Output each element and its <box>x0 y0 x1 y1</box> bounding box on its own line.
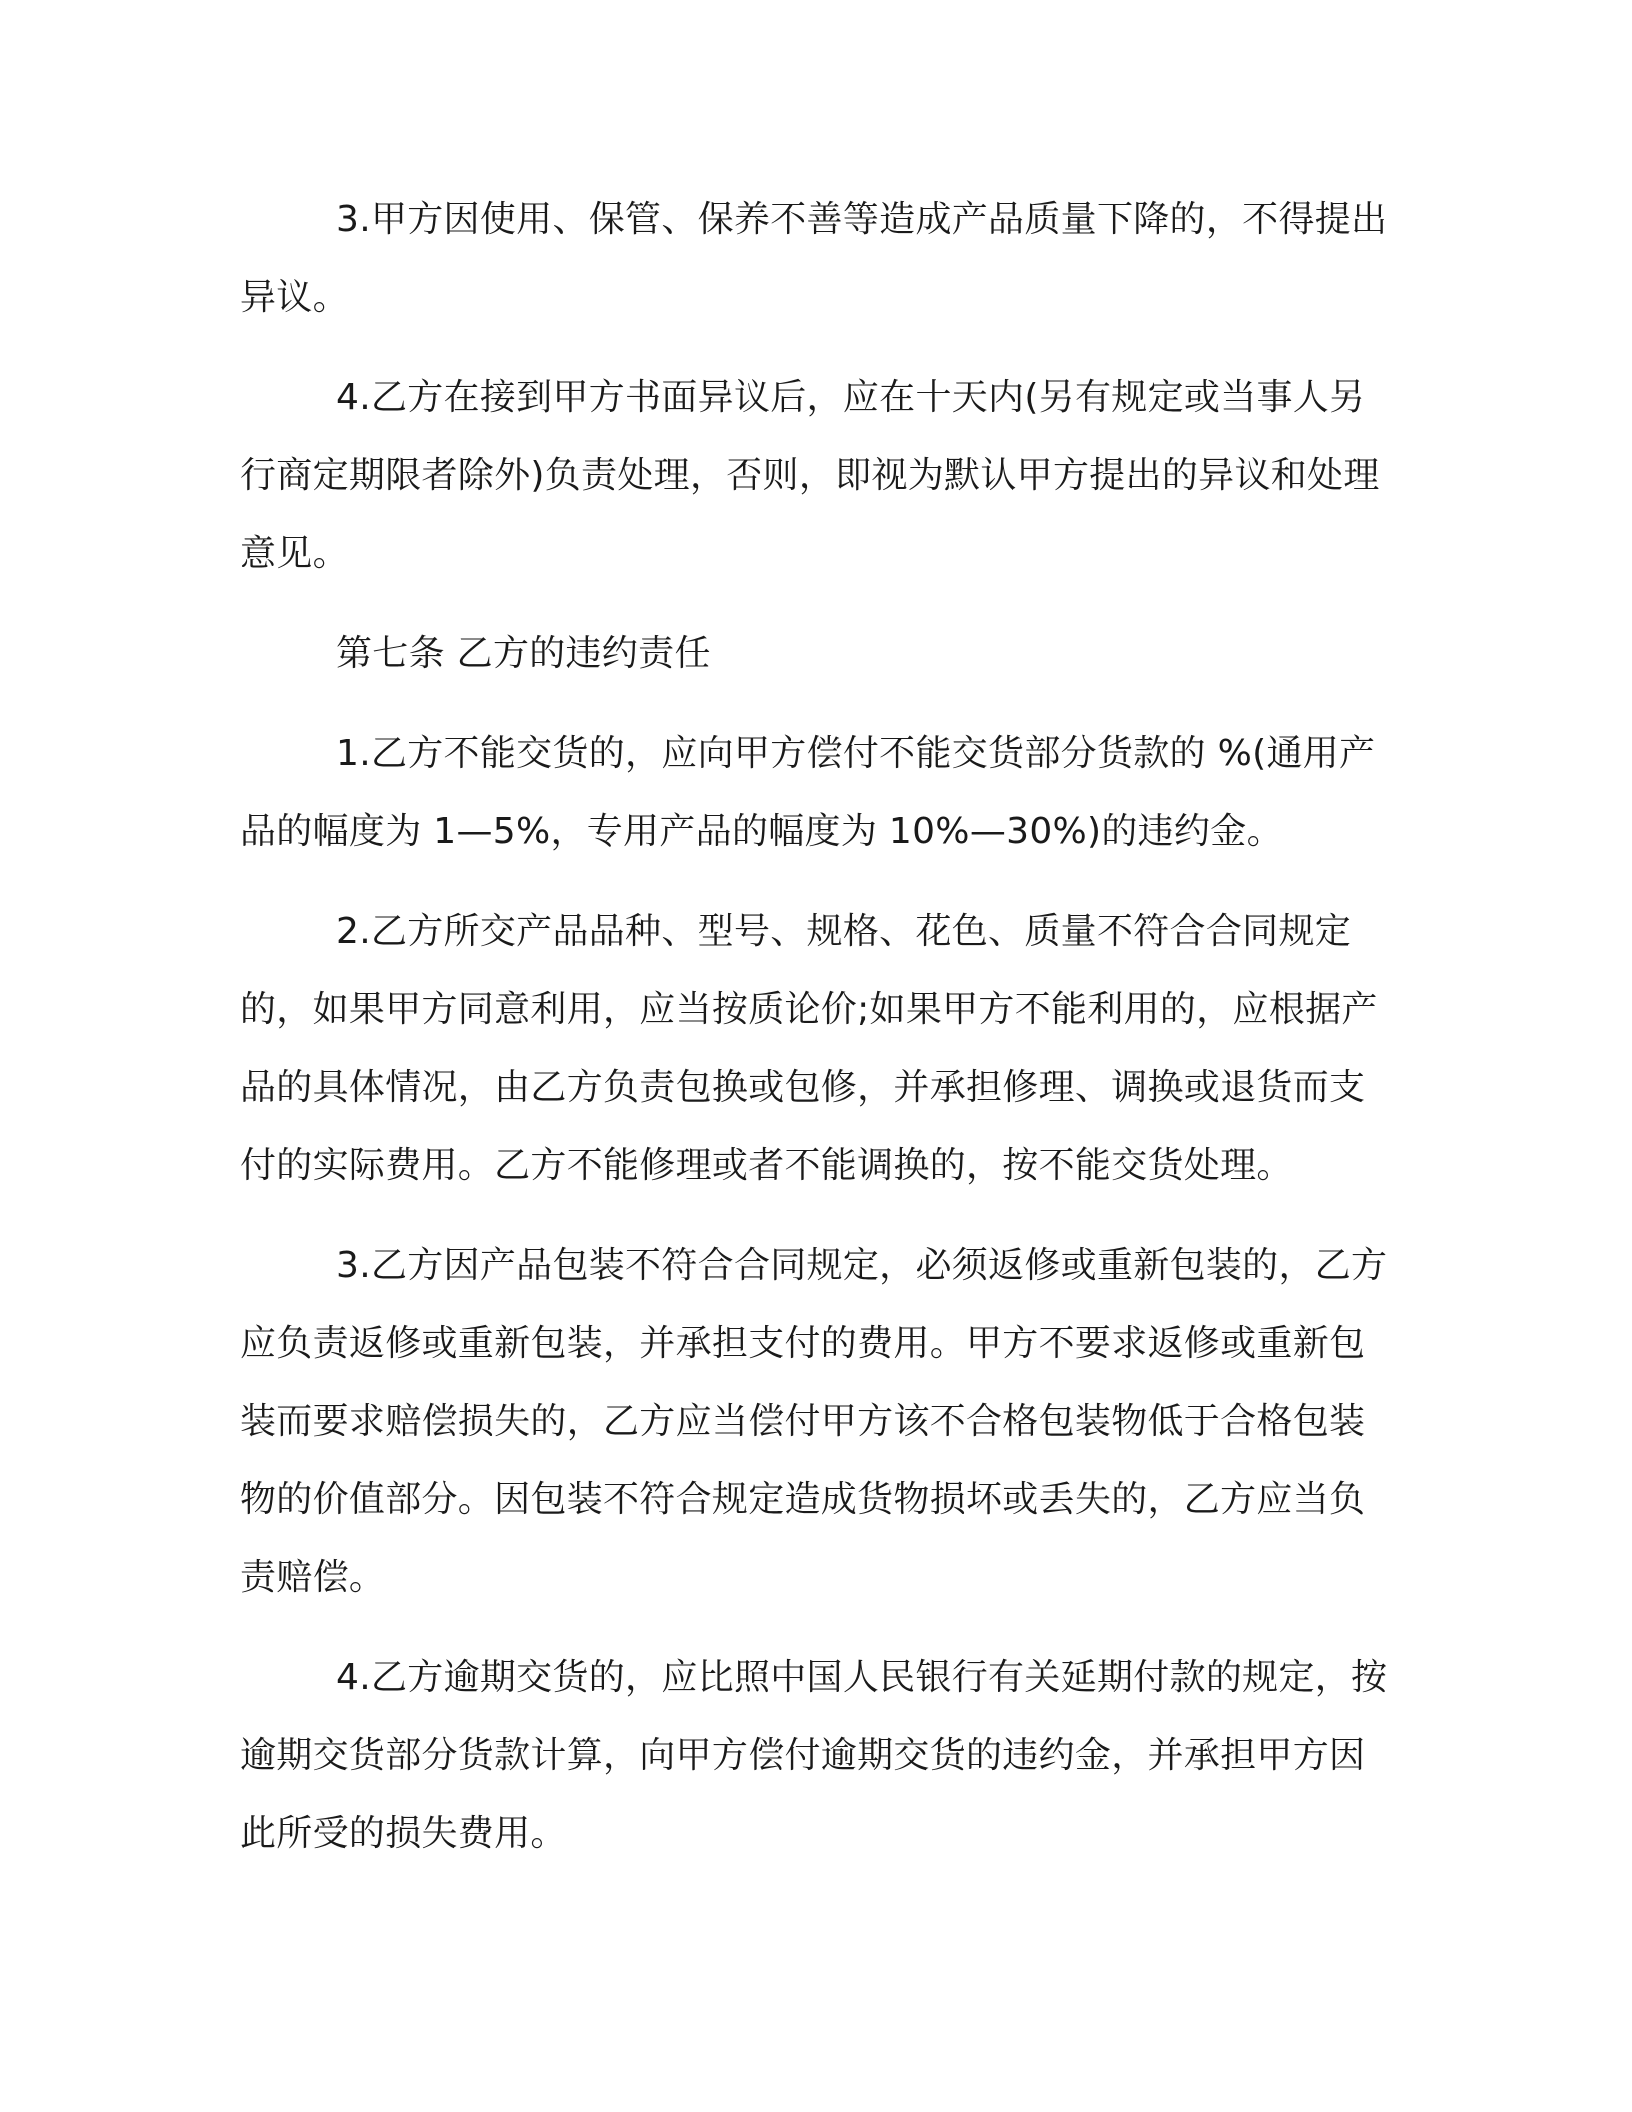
clause-7-item-3: 3.乙方因产品包装不符合合同规定，必须返修或重新包装的，乙方应负责返修或重新包装，并承担支付的费用。甲方不要求返修或重新包装而要求赔偿损失的，乙方应当偿付甲方该不合格包装物低于合格包装物的价值部分。因包装不符合规定造成货物损坏或丢失的，乙方应当负责赔偿。 <box>240 1245 1388 1598</box>
clause-7-item-2: 2.乙方所交产品品种、型号、规格、花色、质量不符合合同规定的，如果甲方同意利用，应当按质论价;如果甲方不能利用的，应根据产品的具体情况，由乙方负责包换或包修，并承担修理、调换或退货而支付的实际费用。乙方不能修理或者不能调换的，按不能交货处理。 <box>240 911 1378 1186</box>
clause-6-item-4: 4.乙方在接到甲方书面异议后，应在十天内(另有规定或当事人另行商定期限者除外)负责处理，否则，即视为默认甲方提出的异议和处理意见。 <box>240 377 1380 574</box>
clause-6-item-3: 3.甲方因使用、保管、保养不善等造成产品质量下降的，不得提出异议。 <box>240 199 1388 318</box>
document-body <box>240 181 1390 1873</box>
clause-7-item-1: 1.乙方不能交货的，应向甲方偿付不能交货部分货款的 %(通用产品的幅度为 1—5%，专用产品的幅度为 10%—30%)的违约金。 <box>240 733 1376 852</box>
clause-7-item-4: 4.乙方逾期交货的，应比照中国人民银行有关延期付款的规定，按逾期交货部分货款计算，向甲方偿付逾期交货的违约金，并承担甲方因此所受的损失费用。 <box>240 1657 1388 1854</box>
article-7-heading: 第七条 乙方的违约责任 <box>336 633 711 674</box>
